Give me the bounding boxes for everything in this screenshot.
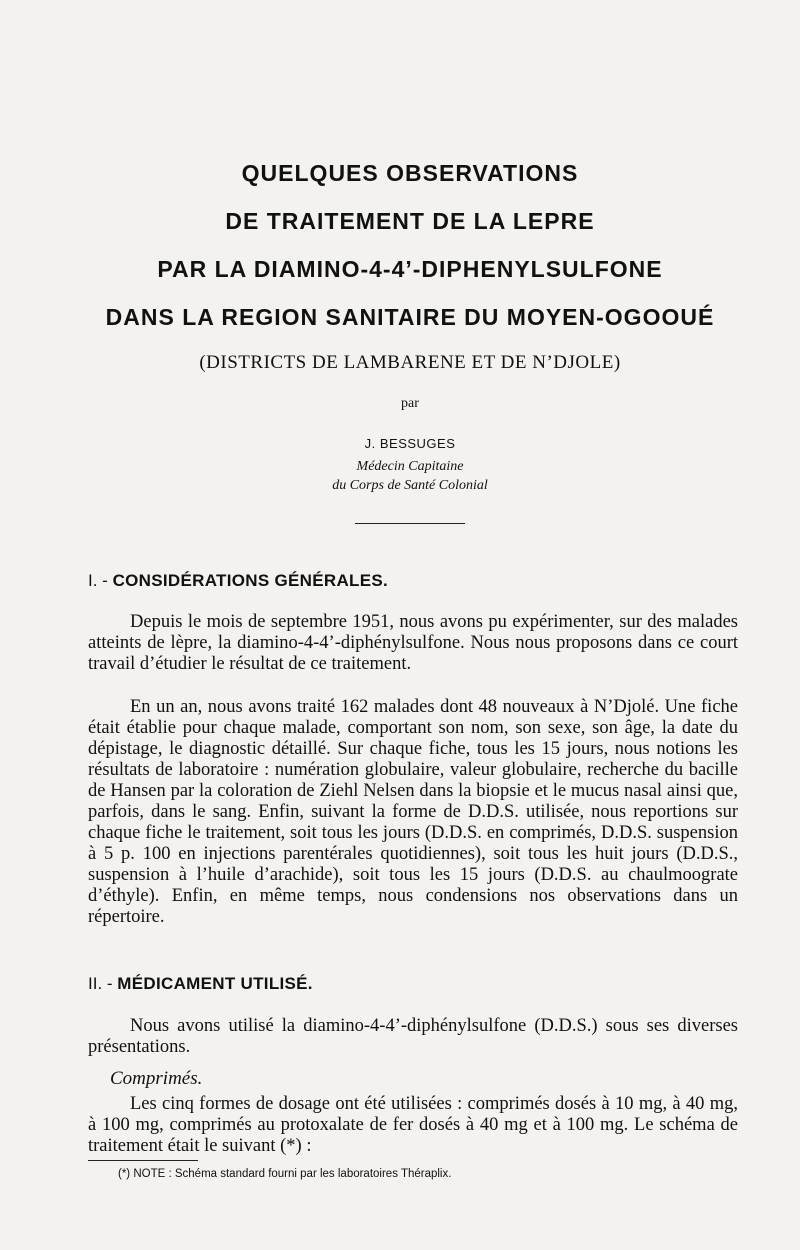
section-1-paragraph-2: En un an, nous avons traité 162 malades dont 48 nouveaux à N’Djolé. Une fiche était établie pour chaque malade, comportant son nom, son sexe, son âge, la date du dépistage, le diagnostic détaillé. Sur chaque fiche, tous les 15 jours, nous notions les résultats de laboratoire : numération globulaire, valeur globulaire, recherche du bacille de Hansen par la coloration de Ziehl Nelsen dans la biopsie et le mucus nasal ainsi que, parfois, dans le sang. Enfin, suivant la forme de D.D.S. utilisée, nous reportions sur chaque fiche le traitement, soit tous les jours (D.D.S. en comprimés, D.D.S. suspension à 5 p. 100 en injections parentérales quotidiennes), soit tous les huit jours (D.D.S., suspension à l’huile d’arachide), soit tous les 15 jours (D.D.S. au chaulmoograte d’éthyle). Enfin, en même temps, nous condensions nos observations dans un répertoire. (88, 697, 738, 927)
subtitle: (DISTRICTS DE LAMBARENE ET DE N’DJOLE) (199, 352, 621, 373)
section-2-heading (88, 974, 313, 994)
title-line-1: QUELQUES OBSERVATIONS (241, 160, 579, 186)
subheading-comprimes: Comprimés. (110, 1068, 203, 1089)
footnote-divider (88, 1160, 198, 1161)
by-line: par (401, 396, 419, 411)
section-2-title: MÉDICAMENT UTILISÉ. (117, 974, 313, 993)
footnote: (*) NOTE : Schéma standard fourni par les laboratoires Théraplix. (118, 1168, 452, 1180)
section-1-paragraph-1: Depuis le mois de septembre 1951, nous avons pu expérimenter, sur des malades atteints de lèpre, la diamino-4-4’-diphénylsulfone. Nous nous proposons dans ce court travail d’étudier le résultat de ce traitement. (88, 612, 738, 674)
section-2-paragraph-2: Les cinq formes de dosage ont été utilisées : comprimés dosés à 10 mg, à 40 mg, à 100 mg, comprimés au protoxalate de fer dosés à 40 mg et à 100 mg. Le schéma de traitement était le suivant (*) : (88, 1094, 738, 1156)
title-line-4: DANS LA REGION SANITAIRE DU MOYEN-OGOOUÉ (105, 304, 715, 330)
title-line-2: DE TRAITEMENT DE LA LEPRE (225, 208, 595, 234)
author-corps: du Corps de Santé Colonial (332, 478, 488, 493)
section-1-heading (88, 571, 388, 591)
author-name: J. BESSUGES (364, 436, 456, 451)
section-1-title: CONSIDÉRATIONS GÉNÉRALES. (112, 571, 389, 590)
title-divider (355, 523, 465, 524)
section-2-paragraph-1: Nous avons utilisé la diamino-4-4’-diphénylsulfone (D.D.S.) sous ses diverses présentations. (88, 1016, 738, 1057)
section-1-number: I. - (88, 571, 108, 590)
author-rank: Médecin Capitaine (356, 459, 464, 474)
section-2-number: II. - (88, 974, 113, 993)
title-line-3: PAR LA DIAMINO-4-4’-DIPHENYLSULFONE (157, 256, 663, 282)
